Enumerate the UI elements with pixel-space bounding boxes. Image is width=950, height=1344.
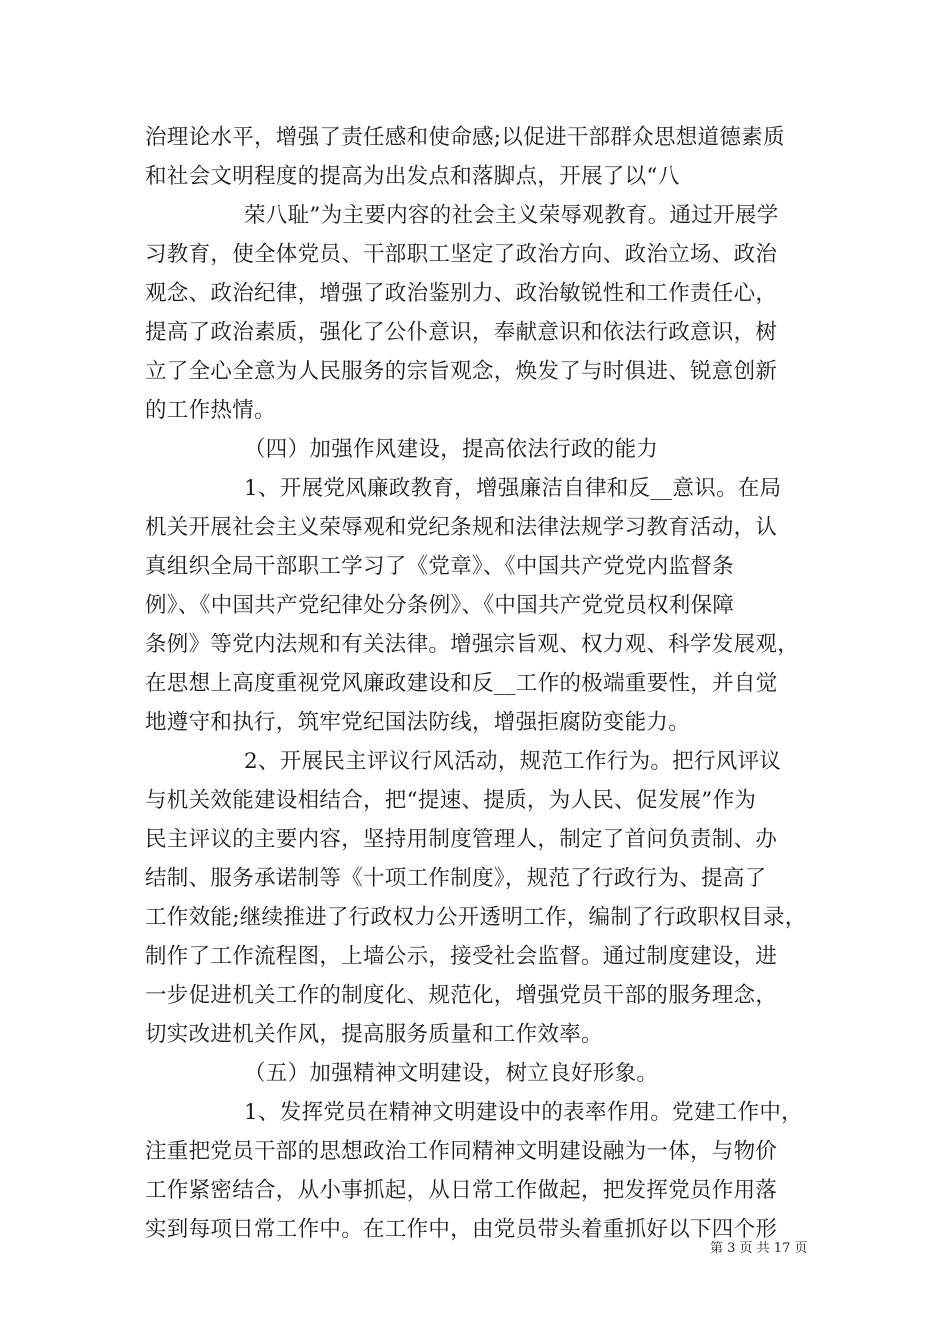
paragraph-start-line: 1、发挥党员在精神文明建设中的表率作用。党建工作中， [244, 1100, 803, 1125]
body-text-line: 结制、服务承诺制等《十项工作制度》，规范了行政行为、提高了 [145, 866, 767, 891]
body-text-line: 真组织全局干部职工学习了《党章》、《中国共产党党内监督条 [145, 554, 734, 579]
body-text-line: 在思想上高度重视党风廉政建设和反__工作的极端重要性，并自觉 [145, 671, 778, 696]
body-text-line: 与机关效能建设相结合，把“提速、提质，为人民、促发展”作为 [145, 788, 757, 813]
section-heading: （四）加强作风建设，提高依法行政的能力 [244, 437, 659, 462]
body-text-line: 工作效能;继续推进了行政权力公开透明工作，编制了行政职权目录， [145, 905, 807, 930]
body-text-line: 习教育，使全体党员、干部职工坚定了政治方向、政治立场、政治 [145, 242, 778, 267]
paragraph-start-line: 1、开展党风廉政教育，增强廉洁自律和反__意识。在局 [244, 476, 782, 501]
body-text-line: 机关开展社会主义荣辱观和党纪条规和法律法规学习教育活动，认 [145, 515, 778, 540]
body-text-line: 地遵守和执行，筑牢党纪国法防线，增强拒腐防变能力。 [145, 710, 691, 735]
body-text-line: 条例》等党内法规和有关法律。增强宗旨观、权力观、科学发展观， [145, 632, 800, 657]
body-text-line: 的工作热情。 [145, 398, 276, 423]
body-text-line: 提高了政治素质，强化了公仆意识，奉献意识和依法行政意识，树 [145, 320, 778, 345]
body-text-line: 治理论水平，增强了责任感和使命感;以促进干部群众思想道德素质 [145, 125, 785, 150]
body-text-line: 工作紧密结合，从小事抓起，从日常工作做起，把发挥党员作用落 [145, 1178, 778, 1203]
body-text-line: 例》、《中国共产党纪律处分条例》、《中国共产党党员权利保障 [145, 593, 735, 618]
body-text-line: 注重把党员干部的思想政治工作同精神文明建设融为一体，与物价 [145, 1139, 778, 1164]
body-text-line: 一步促进机关工作的制度化、规范化，增强党员干部的服务理念， [145, 983, 778, 1008]
body-text-line: 荣八耻”为主要内容的社会主义荣辱观教育。通过开展学 [244, 203, 779, 228]
page-number-footer: 第 3 页 共 17 页 [710, 1241, 808, 1256]
body-text-line: 观念、政治纪律，增强了政治鉴别力、政治敏锐性和工作责任心， [145, 281, 778, 306]
body-text-line: 制作了工作流程图，上墙公示，接受社会监督。通过制度建设，进 [145, 944, 778, 969]
section-heading: （五）加强精神文明建设，树立良好形象。 [244, 1061, 659, 1086]
body-text-line: 切实改进机关作风，提高服务质量和工作效率。 [145, 1022, 603, 1047]
body-text-line: 立了全心全意为人民服务的宗旨观念，焕发了与时俱进、锐意创新 [145, 359, 778, 384]
body-text-line: 和社会文明程度的提高为出发点和落脚点，开展了以“八 [145, 164, 680, 189]
paragraph-start-line: 2、开展民主评议行风活动，规范工作行为。把行风评议 [244, 749, 782, 774]
body-text-line: 民主评议的主要内容，坚持用制度管理人，制定了首问负责制、办 [145, 827, 778, 852]
body-text-line: 实到每项日常工作中。在工作中，由党员带头着重抓好以下四个形 [145, 1217, 778, 1242]
